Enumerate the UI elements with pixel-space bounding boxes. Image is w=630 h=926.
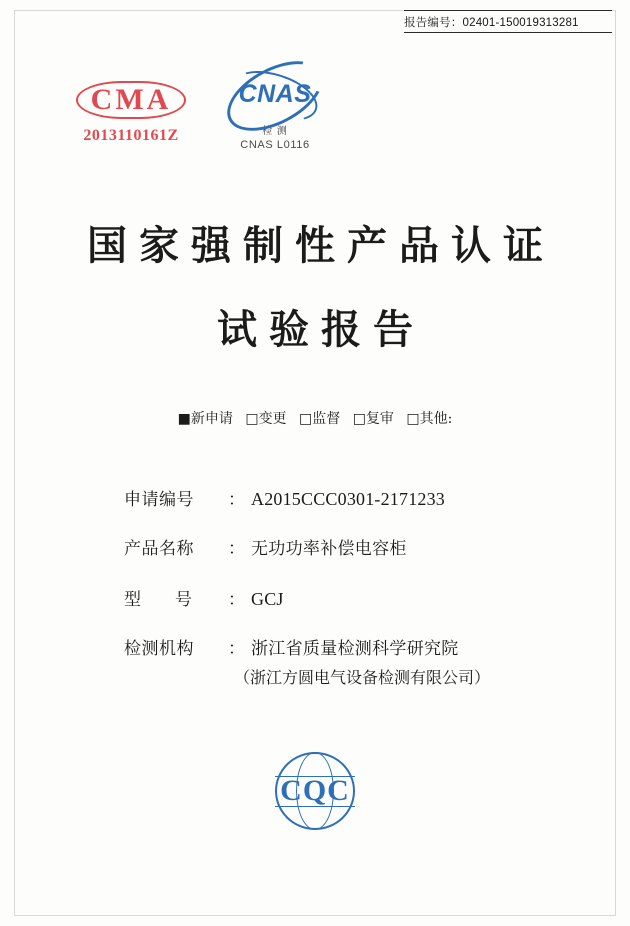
cma-code: 2013110161Z [83, 127, 179, 144]
cnas-sub-label: 检 测 [262, 126, 288, 137]
page-subtitle: 试验报告 [217, 306, 425, 353]
field-value-model: GCJ [251, 589, 284, 609]
field-label-product-name: 产品名称 [124, 539, 194, 559]
field-label-testing-organization: 检测机构 [124, 639, 194, 659]
cma-mark [66, 78, 196, 145]
field-value-testing-organization: 浙江省质量检测科学研究院 [251, 639, 459, 659]
field-label-model: 型 号 [124, 590, 192, 610]
cma-logo-icon [72, 78, 190, 122]
checkbox-option-new[interactable] [178, 411, 233, 427]
report-number [404, 14, 612, 30]
report-number-rule-top [404, 10, 612, 11]
cqc-logo-text: CQC [280, 774, 350, 807]
field-model [124, 590, 544, 609]
cma-logo-text: CMA [90, 83, 172, 116]
field-list [124, 490, 544, 716]
report-number-value: 02401-150019313281 [462, 17, 579, 29]
checkbox-box-new[interactable]: ■ [177, 411, 191, 427]
field-value-product-name: 无功功率补偿电容柜 [251, 539, 407, 559]
checkbox-label-supervision: 监督 [312, 411, 341, 427]
checkbox-option-change[interactable] [245, 411, 286, 427]
cnas-mark [210, 66, 340, 151]
report-number-rule-bottom [404, 32, 612, 33]
checkbox-box-other[interactable]: □ [406, 411, 420, 427]
field-colon-testing-organization: ： [228, 639, 245, 659]
field-application-number [124, 490, 544, 509]
field-subvalue-testing-organization: （浙江方圆电气设备检测有限公司） [234, 668, 491, 687]
checkbox-label-review: 复审 [365, 411, 394, 427]
application-type-checkboxes [0, 408, 630, 428]
cnas-logo-text: CNAS [238, 80, 312, 108]
field-colon-model: ： [228, 590, 245, 610]
cnas-logo-icon [221, 66, 329, 128]
field-label-application-number: 申请编号 [124, 490, 194, 510]
field-product-name [124, 541, 544, 558]
checkbox-option-review[interactable] [353, 411, 394, 427]
checkbox-box-review[interactable]: □ [352, 411, 366, 427]
field-value-application-number: A2015CCC0301-2171233 [251, 489, 446, 509]
field-colon-product-name: ： [228, 539, 245, 559]
cqc-logo-icon [266, 752, 364, 830]
checkbox-option-supervision[interactable] [299, 411, 340, 427]
report-number-label: 报告编号： [404, 17, 463, 29]
checkbox-label-other: 其他: [419, 411, 453, 427]
checkbox-label-new: 新申请 [190, 411, 233, 427]
checkbox-box-change[interactable]: □ [245, 411, 259, 427]
page-title: 国家强制性产品认证 [87, 222, 555, 269]
field-colon-application-number: ： [228, 490, 245, 510]
cnas-code: CNAS L0116 [240, 139, 310, 151]
checkbox-option-other[interactable] [406, 411, 452, 427]
field-testing-organization [124, 641, 544, 658]
checkbox-label-change: 变更 [258, 411, 287, 427]
checkbox-box-supervision[interactable]: □ [299, 411, 313, 427]
